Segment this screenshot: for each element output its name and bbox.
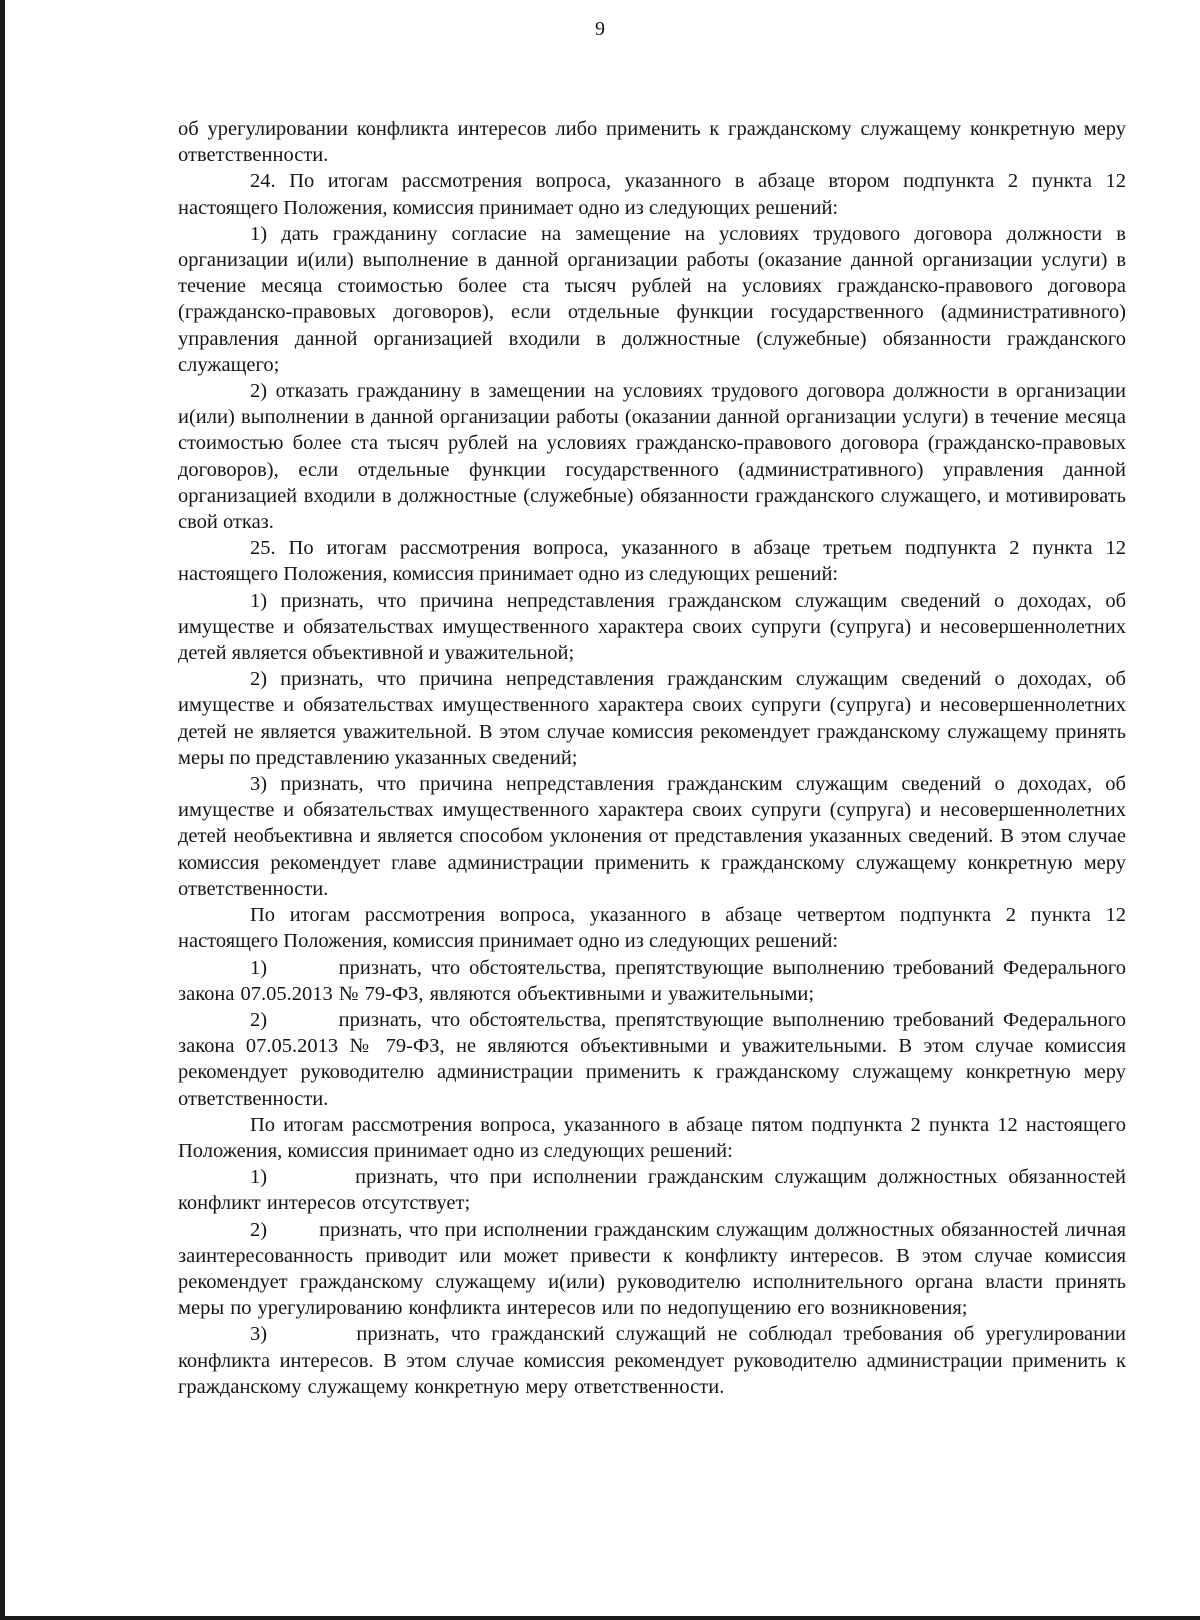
paragraph-item-24: 24. По итогам рассмотрения вопроса, указанного в абзаце втором подпункта 2 пункта 12 настоящего Положения, комиссия принимает одно из следующих решений:	[178, 170, 1126, 219]
paragraph-25-decision-2: 2) признать, что причина непредставления гражданским служащим сведений о доходах, об имуществе и обязательствах имущественного характера своих супруги (супруга) и несовершеннолетних детей не является уважительной. В этом случае комиссия рекомендует гражданскому служащему принять меры по представлению указанных сведений;	[178, 668, 1126, 769]
paragraph-fifth-decision-3: 3) признать, что гражданский служащий не соблюдал требования об урегулировании конфликта интересов. В этом случае комиссия рекомендует руководителю администрации применить к гражданскому служащему конкретную меру ответственности.	[178, 1323, 1133, 1398]
paragraph-25-decision-3: 3) признать, что причина непредставления гражданским служащим сведений о доходах, об имуществе и обязательствах имущественного характера своих супруги (супруга) и несовершеннолетних детей необъективна и является способом уклонения от представления указанных сведений. В этом случае комиссия рекомендует главе администрации применить к гражданскому служащему конкретную меру ответственности.	[178, 773, 1126, 900]
paragraph-fifth-abzac-intro: По итогам рассмотрения вопроса, указанного в абзаце пятом подпункта 2 пункта 12 настоящего Положения, комиссия принимает одно из следующих решений:	[178, 1113, 1126, 1162]
paragraph-fourth-decision-2: 2) признать, что обстоятельства, препятствующие выполнению требований Федерального закона 07.05.2013 № 79-ФЗ, не являются объективными и уважительными. В этом случае комиссия рекомендует руководителю администрации применить к гражданскому служащему конкретную меру ответственности.	[178, 1008, 1133, 1110]
page-number: 9	[595, 18, 605, 40]
paragraph-fifth-decision-1: 1) признать, что при исполнении гражданским служащим должностных обязанностей конфликт интересов отсутствует;	[178, 1166, 1133, 1215]
paragraph-item-25: 25. По итогам рассмотрения вопроса, указанного в абзаце третьем подпункта 2 пункта 12 настоящего Положения, комиссия принимает одно из следующих решений:	[178, 537, 1126, 586]
paragraph-fifth-decision-2: 2) признать, что при исполнении гражданским служащим должностных обязанностей личная заинтересованность приводит или может привести к конфликту интересов. В этом случае комиссия рекомендует гражданскому служащему и(или) руководителю исполнительного органа власти принять меры по урегулированию конфликта интересов или по недопущению его возникновения;	[178, 1218, 1133, 1320]
paragraph-continuation: об урегулировании конфликта интересов либо применить к гражданскому служащему конкретную меру ответственности.	[178, 118, 1126, 167]
paragraph-24-decision-1: 1) дать гражданину согласие на замещение на условиях трудового договора должности в организации и(или) выполнение в данной организации работы (оказание данной организации услуги) в течение месяца стоимостью более ста тысяч рублей на условиях гражданско-правового договора (гражданско-правовых договоров), если отдельные функции государственного (административного) управления данной организацией входили в должностные (служебные) обязанности гражданского служащего;	[178, 222, 1126, 376]
document-body	[178, 116, 1133, 1400]
scan-left-edge	[0, 0, 5, 1620]
paragraph-25-decision-1: 1) признать, что причина непредставления гражданском служащим сведений о доходах, об имуществе и обязательствах имущественного характера своих супруги (супруга) и несовершеннолетних детей является объективной и уважительной;	[178, 589, 1126, 665]
paragraph-fourth-abzac-intro: По итогам рассмотрения вопроса, указанного в абзаце четвертом подпункта 2 пункта 12 настоящего Положения, комиссия принимает одно из следующих решений:	[178, 904, 1126, 953]
scan-bottom-edge	[0, 1616, 1200, 1620]
paragraph-24-decision-2: 2) отказать гражданину в замещении на условиях трудового договора должности в организации и(или) выполнении в данной организации работы (оказании данной организации услуги) в течение месяца стоимостью более ста тысяч рублей на условиях гражданско-правового договора (гражданско-правовых договоров), если отдельные функции государственного (административного) управления данной организацией входили в должностные (служебные) обязанности гражданского служащего, и мотивировать свой отказ.	[178, 380, 1126, 534]
paragraph-fourth-decision-1: 1) признать, что обстоятельства, препятствующие выполнению требований Федерального закона 07.05.2013 № 79-ФЗ, являются объективными и уважительными;	[178, 956, 1133, 1005]
